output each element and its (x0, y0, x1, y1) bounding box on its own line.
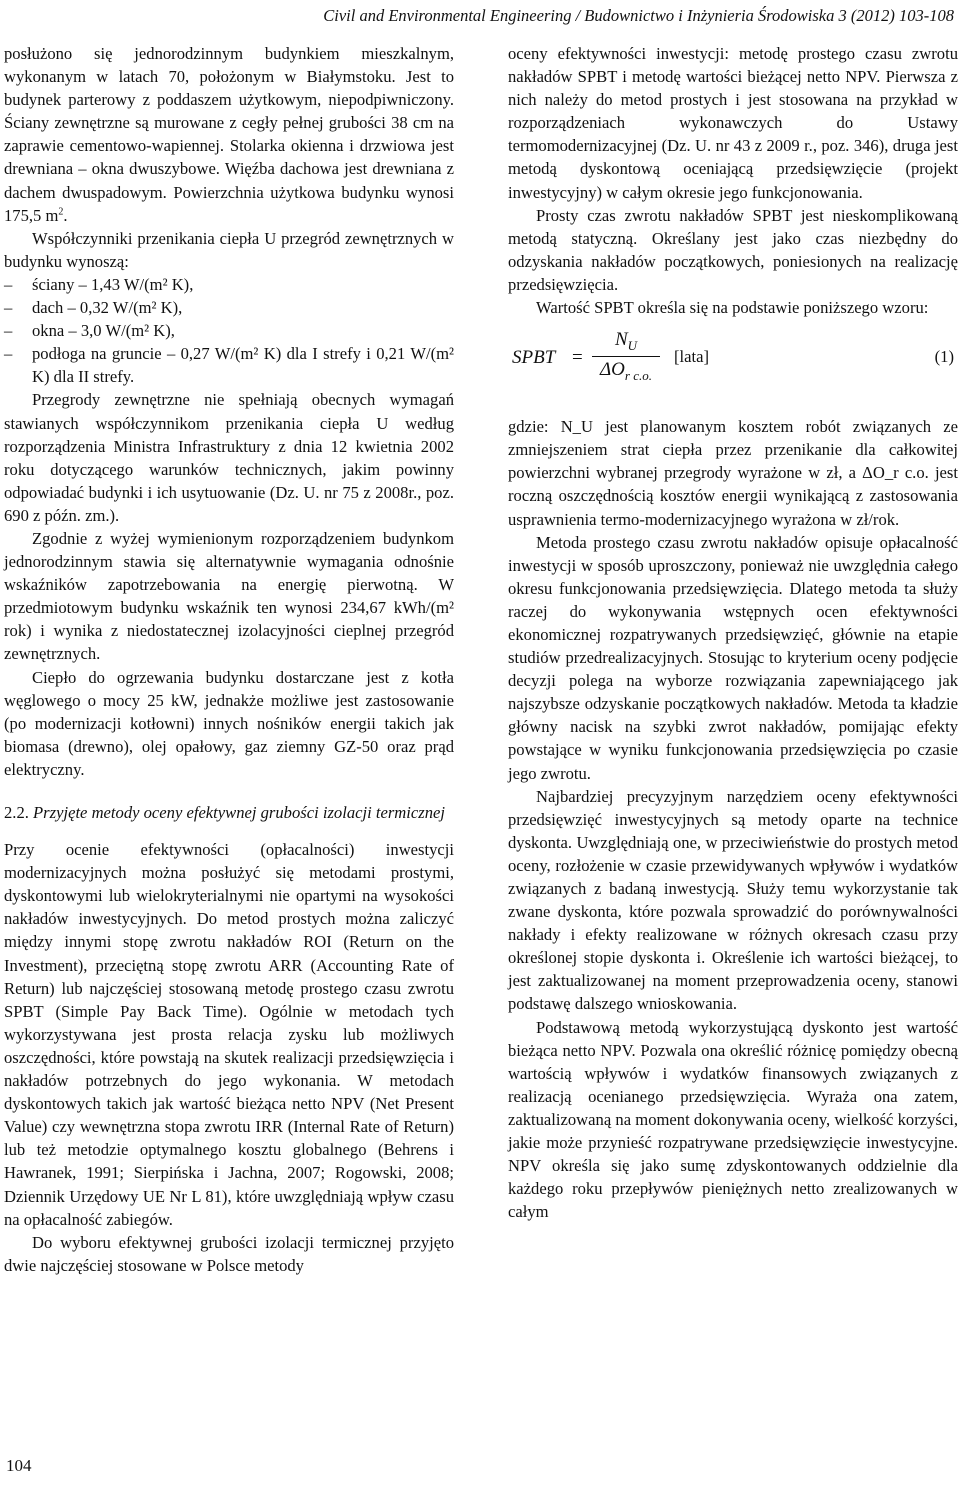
paragraph: posłużono się jednorodzinnym budynkiem mieszkalnym, wykonanym w latach 70, położonym w Białymstoku. Jest to budynek parterowy z poddaszem użytkowym, niepodpiwniczony. Ściany zewnętrzne są murowane z cegły pełnej grubości 38 cm na zaprawie cementowo-wapiennej. Stolarka okienna i drzwiowa jest drewniana – okna dwuszybowe. Więźba dachowa jest drewniana z dachem dwuspadowym. Powierzchnia użytkowa budynku wynosi 175,5 $m^2$. (4, 44, 454, 225)
paragraph: Przy ocenie efektywności (opłacalności) inwestycji modernizacyjnych można posłużyć się metodami prostymi, dyskontowymi lub wielokryterialnymi nie opartymi na wysokości nakładów inwestycyjnych. Do metod prostych można zaliczyć między innymi stopę zwrotu nakładów ROI (Return on the Investment), przeciętną stopę zwrotu ARR (Accounting Rate of Return) lub najczęściej stosowaną metodę prostego czasu zwrotu SPBT (Simple Pay Back Time). Ogólnie w metodach tych wykorzystywana jest prosta relacja zysku lub możliwych oszczędności, które powstają na skutek realizacji przedsięwzięcia i nakładów potrzebnych do jego wykonania. W metodach dyskontowych takich jak wartość bieżąca netto NPV (Net Present Value) czy wewnętrzna stopa zwrotu IRR (Internal Rate of Return) lub też metodzie optymalnego kosztu globalnego (Behrens i Hawranek, 1991; Sierpińska i Jachna, 2007; Rogowski, 2008; Dziennik Urzędowy UE Nr L 81), które uwzględniają wpływ czasu na opłacalność zabiegów. (4, 840, 454, 1229)
formula-denominator: $\Delta O_{r c.o.}$ (600, 358, 652, 383)
section-number: 2.2. (4, 803, 29, 822)
paragraph: Prosty czas zwrotu nakładów SPBT jest nieskomplikowaną metodą statyczną. Określany jest jako czas niezbędny do odzyskania nakładów początkowych, poniesionych na realizację przedsięwzięcia. (508, 205, 958, 294)
section-heading (4, 801, 454, 824)
formula-equals: = (572, 347, 583, 369)
paragraph: Podstawową metodą wykorzystującą dyskonto jest wartość bieżąca netto NPV. Pozwala ona określić różnicę pomiędzy obecną wartością wpływów i wydatków finansowych związanych z realizacją ocenianego przedsięwzięcia. Wyraża ona zatem, zaktualizowaną na moment dokonywania oceny, wielkość korzyści, jakie może przynieść rozpatrywane przedsięwzięcie inwestycyjne. NPV określa się jako sumę zdyskontowanych oddzielnie dla każdego roku przepływów pieniężnych netto zrealizowanych w całym (508, 1017, 958, 1222)
formula-unit: [lata] (674, 347, 710, 367)
paragraph: Najbardziej precyzyjnym narzędziem oceny efektywności przedsięwzięć inwestycyjnych są metody oparte na technice dyskonta. Uwzględniają one, w przeciwieństwie do prostych metod oceny, rozłożenie w czasie przewidywanych wpływów i wydatków związanych z badaną inwestycją. Służy temu wykorzystanie tak zwane dyskonta, które pozwala sprowadzić do porównywalności nakłady i efekty realizowane w różnych okresach czasu przy określonej stopie dyskonta i. Określenie ich wartości bieżącej, to jest zaktualizowanej na moment przeprowadzenia oceny, stanowi podstawę dalszego wnioskowania. (508, 786, 958, 1014)
equation-number: (1) (934, 347, 954, 367)
list-item: – okna – 3,0 W/(m² K), (4, 319, 454, 342)
left-column (4, 42, 454, 1277)
formula-fraction (590, 329, 662, 384)
paragraph: Wartość SPBT określa się na podstawie poniższego wzoru: (536, 298, 929, 318)
paragraph: Zgodnie z wyżej wymienionym rozporządzeniem budynkom jednorodzinnym stawia się alternatywnie wymagania odnośnie wskaźników zapotrzebowania na energię pierwotną. W przedmiotowym budynku wskaźnik ten wynosi 234,67 kWh/(m² rok) i wynika z niedostatecznej izolacyjności cieplnej przegród zewnętrznych. (4, 528, 454, 664)
spbt-formula (508, 329, 958, 401)
paragraph: Przegrody zewnętrzne nie spełniają obecnych wymagań stawianych współczynnikom przenikania ciepła U według rozporządzenia Ministra Infrastruktury z dnia 12 kwietnia 2002 roku dotyczącego warunków technicznych, jakim powinny odpowiadać budynki i ich usytuowanie (Dz. U. nr 75 z 2008r., poz. 690 z późn. zm.). (4, 390, 454, 525)
page-number: 104 (6, 1456, 32, 1475)
right-column (508, 42, 958, 1223)
paragraph: Ciepło do ogrzewania budynku dostarczane jest z kotła węglowego o mocy 25 kW, jednakże możliwe jest zastosowanie (po modernizacji kotłowni) innych nośników energii takich jak biomasa (drewno), olej opałowy, gaz ziemny GZ-50 oraz prąd elektryczny. (4, 667, 454, 779)
journal-header: Civil and Environmental Engineering / Budownictwo i Inżynieria Środowiska 3 (2012) 103-108 (323, 6, 954, 25)
paragraph: Metoda prostego czasu zwrotu nakładów opisuje opłacalność inwestycji w sposób uproszczony, ponieważ nie uwzględnia całego okresu funkcjonowania przedsięwzięcia. Dlatego metoda ta służy raczej do wykonywania wstępnych ocen efektywności ekonomicznej rozpatrywanych przedsięwzięć, głównie na etapie studiów przedrealizacyjnych. Stosując to kryterium oceny podjęcie decyzji polega na wyborze rozwiązania zapewniającego jak najszybsze odzyskanie początkowych nakładów. Metoda ta kładzie główny nacisk na szybki zwrot nakładów, pomijając efekty powstające w wyniku funkcjonowania przedsięwzięcia po czasie jego zwrotu. (508, 532, 958, 783)
section-title: Przyjęte metody oceny efektywnej grubości izolacji termicznej (33, 803, 445, 822)
paragraph: gdzie: N_U jest planowanym kosztem robót związanych ze zmniejszeniem strat ciepła przez przenikanie dla całkowitej powierzchni wybranej przegrody wyrażone w zł, a ΔO_r c.o. jest roczną oszczędnością kosztów energii wynikającą z zastosowania usprawnienia termo-modernizacyjnego wyrażona w zł/rok. (508, 417, 958, 529)
paragraph: oceny efektywności inwestycji: metodę prostego czasu zwrotu nakładów SPBT i metodę wartości bieżącej netto NPV. Pierwsza z nich należy do metod prostych i jest stosowana na przykład w rozporządzeniach wykonawczych do Ustawy termomodernizacyjnej (Dz. U. nr 43 z 2009 r., poz. 346), druga jest metodą dyskontową oceniającą przedsięwzięcie (projekt inwestycyjny) w całym okresie jego funkcjonowania. (508, 44, 958, 202)
list-item: – podłoga na gruncie – 0,27 W/(m² K) dla I strefy i 0,21 W/(m² K) dla II strefy. (4, 342, 454, 388)
list-item: – dach – 0,32 W/(m² K), (4, 296, 454, 319)
formula-numerator: $N_U$ (614, 329, 638, 353)
list-item: – ściany – 1,43 W/(m² K), (4, 273, 454, 296)
u-value-list (4, 273, 454, 388)
paragraph: Współczynniki przenikania ciepła U przegród zewnętrznych w budynku wynoszą: (4, 228, 454, 271)
paragraph: Do wyboru efektywnej grubości izolacji termicznej przyjęto dwie najczęściej stosowane w Polsce metody (4, 1232, 454, 1275)
formula-lhs: SPBT (512, 347, 556, 369)
